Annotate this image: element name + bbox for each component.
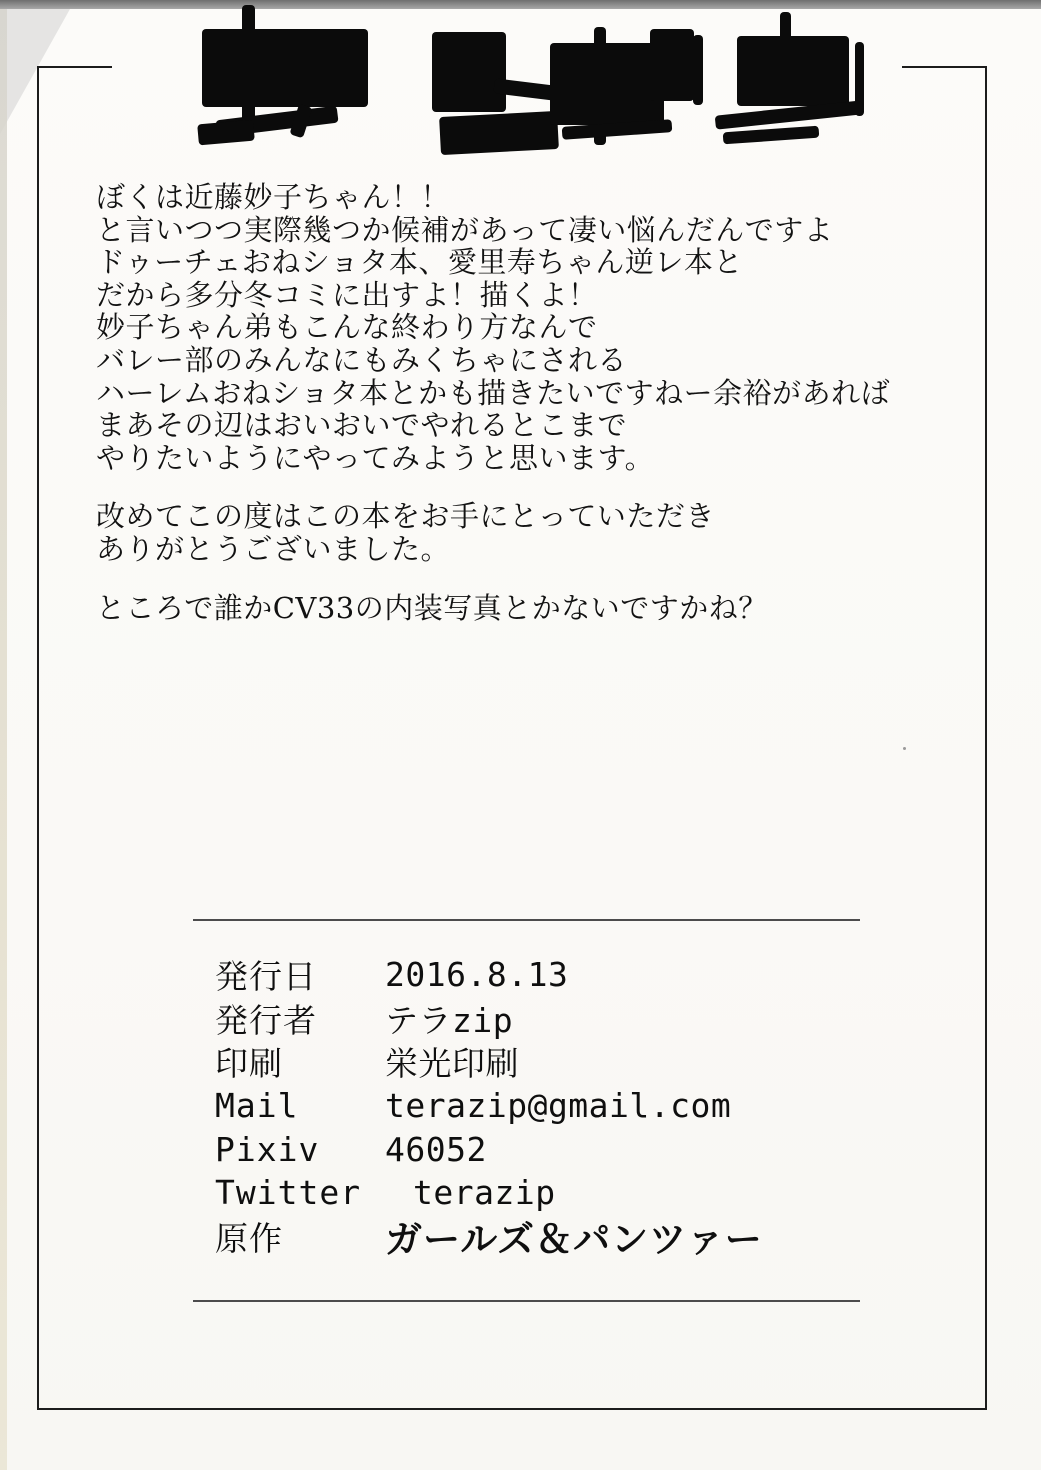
body-line: ありがとうございました。 — [96, 531, 451, 566]
title-glyph-ga — [550, 27, 705, 149]
title-stroke — [693, 35, 703, 105]
afterword-body — [96, 181, 956, 624]
colophon-divider-top — [193, 919, 860, 921]
title-stroke — [432, 32, 506, 112]
colophon-value: terazip@gmail.com — [385, 1086, 732, 1126]
title-stroke — [439, 111, 559, 155]
colophon-label: 発行者 — [215, 1000, 317, 1040]
title-stroke — [723, 126, 820, 145]
body-line: だから多分冬コミに出すよ！描くよ！ — [96, 277, 598, 312]
colophon-row-twitter — [215, 1171, 875, 1215]
title-glyph-to — [428, 30, 568, 145]
colophon — [215, 953, 875, 1262]
title-glyph-ki — [715, 12, 865, 147]
colophon-value: テラzip — [385, 1000, 514, 1040]
title-text — [195, 2, 196, 3]
colophon-value: 栄光印刷 — [385, 1044, 519, 1084]
colophon-value: ガールズ＆パンツァー — [385, 1217, 763, 1262]
body-line: バレー部のみんなにもみくちゃにされる — [96, 342, 628, 377]
colophon-label: 発行日 — [215, 957, 317, 997]
body-line-blank — [96, 474, 956, 500]
body-line: ドゥーチェおねショタ本、愛里寿ちゃん逆レ本と — [96, 245, 743, 280]
title-stroke — [737, 36, 849, 106]
colophon-label: Mail — [215, 1086, 299, 1126]
colophon-value: 46052 — [385, 1129, 487, 1169]
colophon-value: 2016.8.13 — [385, 955, 569, 995]
body-line: まあその辺はおいおいでやれるとこまで — [96, 408, 628, 443]
title-stroke — [650, 29, 694, 101]
colophon-row-mail — [215, 1084, 875, 1128]
colophon-row-printer — [215, 1040, 875, 1084]
body-line-blank — [96, 566, 956, 592]
body-line: ハーレムおねショタ本とかも描きたいですねー余裕があれば — [96, 375, 891, 410]
body-line: ところで誰かCV33の内装写真とかないですかね？ — [96, 590, 768, 625]
title-stroke — [550, 43, 664, 125]
title-stroke — [202, 29, 368, 107]
colophon-row-publisher — [215, 997, 875, 1041]
page-left-edge — [0, 9, 7, 1470]
colophon-row-pixiv — [215, 1127, 875, 1171]
colophon-divider-bottom — [193, 1300, 860, 1302]
body-line: ぼくは近藤妙子ちゃん！！ — [96, 180, 451, 214]
colophon-label: Pixiv — [215, 1129, 320, 1169]
title-glyph-a — [198, 5, 376, 147]
colophon-label: 印刷 — [215, 1044, 283, 1084]
body-line: と言いつつ実際幾つか候補があって凄い悩んだんですよ — [96, 212, 834, 247]
colophon-label: Twitter — [215, 1173, 362, 1213]
colophon-row-original-work — [215, 1215, 875, 1262]
colophon-row-publish-date — [215, 953, 875, 997]
title-art-atogaki — [195, 2, 835, 152]
colophon-label: 原作 — [215, 1218, 283, 1258]
colophon-value: terazip — [413, 1173, 556, 1213]
body-line: やりたいようにやってみようと思います。 — [96, 440, 655, 475]
body-line: 妙子ちゃん弟もこんな終わり方なんで — [96, 310, 598, 345]
body-line: 改めてこの度はこの本をお手にとっていただき — [96, 499, 715, 534]
title-stroke — [197, 120, 255, 146]
